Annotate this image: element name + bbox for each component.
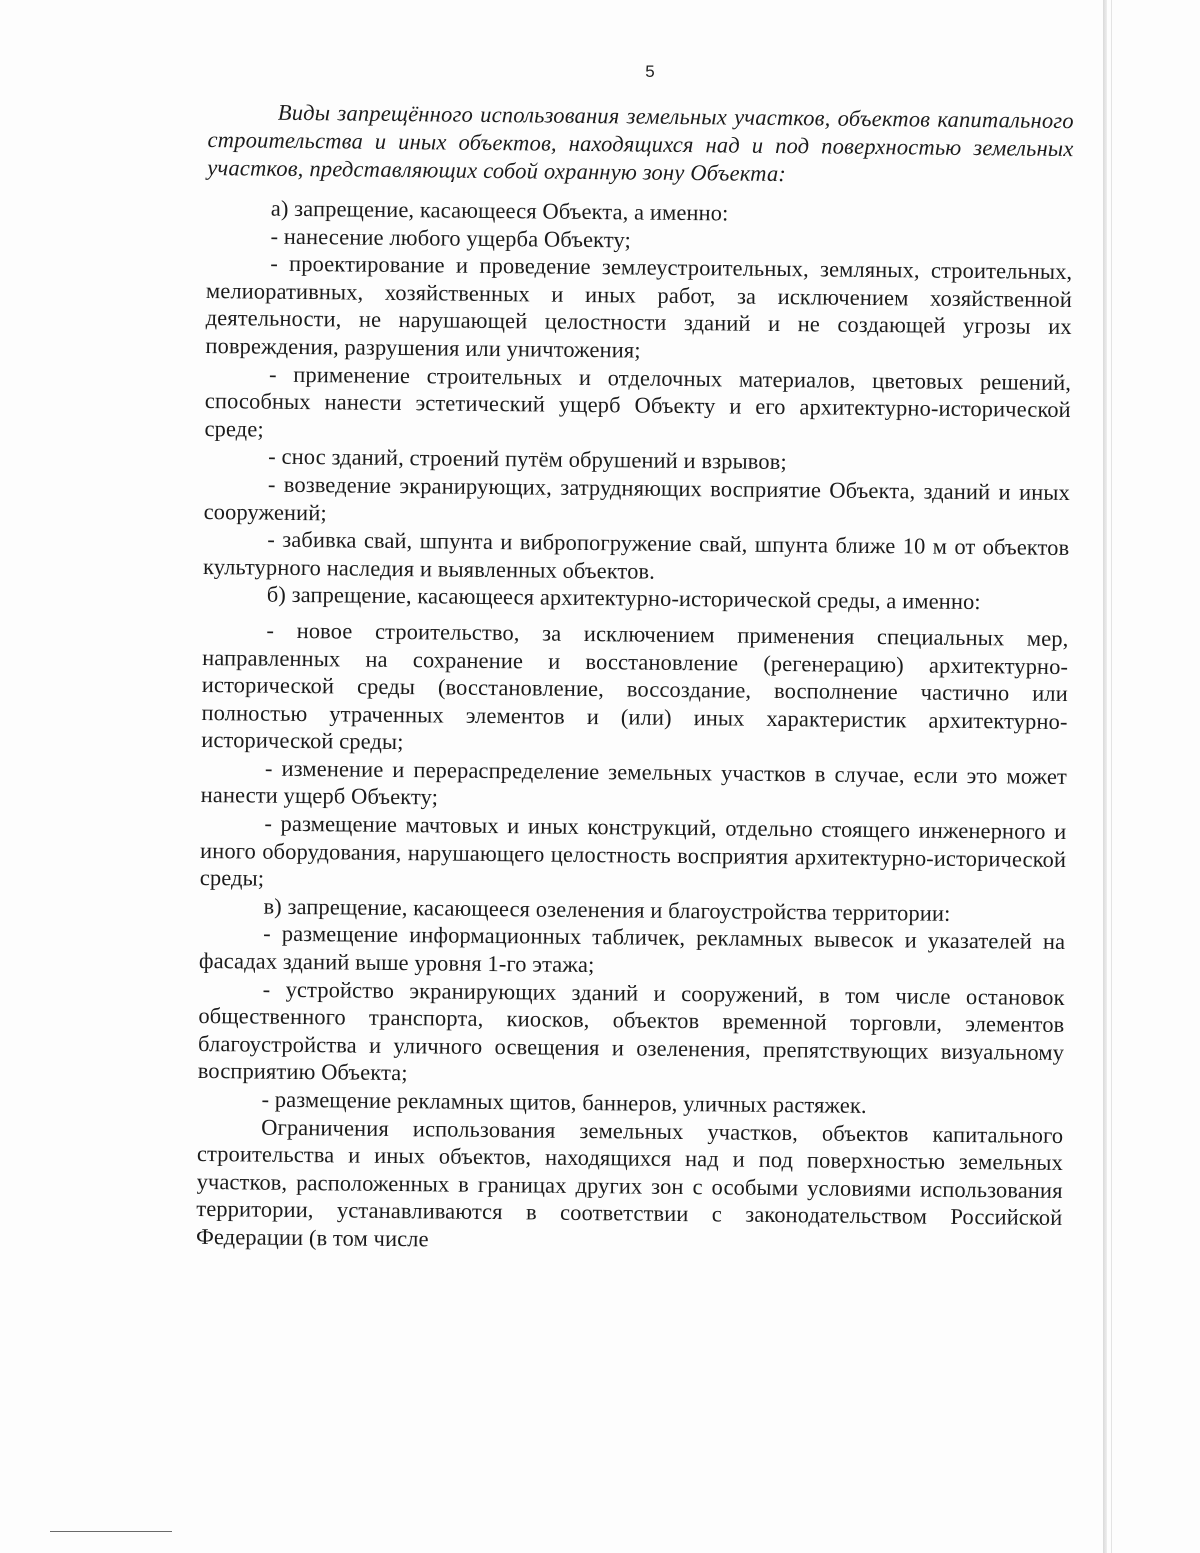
restrictions-paragraph: Ограничения использования земельных участков, объектов капитального строительства и иных объектов, находящихся над и под поверхностью земельных участков, расположенных в границах других зон с особыми условиями использования территории, устанавливаются в соответствии с законодательством Российской Федерации (в том числе	[195, 1114, 1064, 1252]
list-item: - устройство экранирующих зданий и сооружений, в том числе остановок общественного транспорта, киосков, объектов временной торговли, элементов благоустройства и уличного освещения и озеленения, препятствующих визуальному восприятию Объекта;	[197, 976, 1065, 1086]
paragraph-a: а) запрещение, касающееся Объекта, а именно:	[270, 195, 729, 226]
list-item: - проектирование и проведение землеустроительных, земляных, строительных, мелиоративных, хозяйственных и иных работ, за исключением хозяйственной деятельности, не нарушающей целостности зданий и не создающей угрозы их повреждения, разрушения или уничтожения;	[205, 250, 1073, 363]
section-heading: Виды запрещённого использования земельных участков, объектов капитального строительства и иных объектов, находящихся над и под поверхностью земельных участков, представляющих собой охранную зону Объекта:	[207, 99, 1074, 187]
list-item: - изменение и перераспределение земельных участков в случае, если это может нанести ущерб Объекту;	[200, 755, 1068, 810]
list-item: - применение строительных и отделочных материалов, цветовых решений, способных нанести эстетический ущерб Объекту и его архитектурно-исторической среде;	[204, 361, 1072, 442]
document-body	[196, 98, 1074, 1260]
list-item: - снос зданий, строений путём обрушений и взрывов;	[268, 443, 787, 475]
paragraph-b: б) запрещение, касающееся архитектурно-исторической среды, а именно:	[266, 581, 981, 615]
list-item: - новое строительство, за исключением применения специальных мер, направленных на сохранение и восстановление (регенерацию) архитектурно-исторической среды (восстановление, воссоздание, восполнение частично или полностью утраченных элементов и (или) иных характеристик архитектурно-исторической среды;	[201, 617, 1069, 755]
footnote-separator	[50, 1531, 172, 1532]
list-item: - размещение рекламных щитов, баннеров, уличных растяжек.	[261, 1086, 867, 1118]
list-item: - размещение мачтовых и иных конструкций, отдельно стоящего инженерного и иного оборудования, нарушающего целостность восприятия архитектурно-исторической среды;	[199, 810, 1067, 891]
list-item: - нанесение любого ущерба Объекту;	[270, 223, 632, 253]
list-item: - забивка свай, шпунта и вибропогружение свай, шпунта ближе 10 м от объектов культурного наследия и выявленных объектов.	[202, 526, 1070, 584]
list-item: - размещение информационных табличек, рекламных вывесок и указателей на фасадах зданий выше уровня 1-го этажа;	[198, 921, 1066, 978]
list-item: - возведение экранирующих, затрудняющих восприятие Объекта, зданий и иных сооружений;	[203, 471, 1071, 525]
paragraph-v: в) запрещение, касающееся озеленения и благоустройства территории:	[263, 893, 951, 926]
scan-edge-line	[1111, 0, 1112, 1553]
scan-edge-shadow	[1103, 0, 1107, 1553]
page-number: 5	[645, 62, 655, 81]
